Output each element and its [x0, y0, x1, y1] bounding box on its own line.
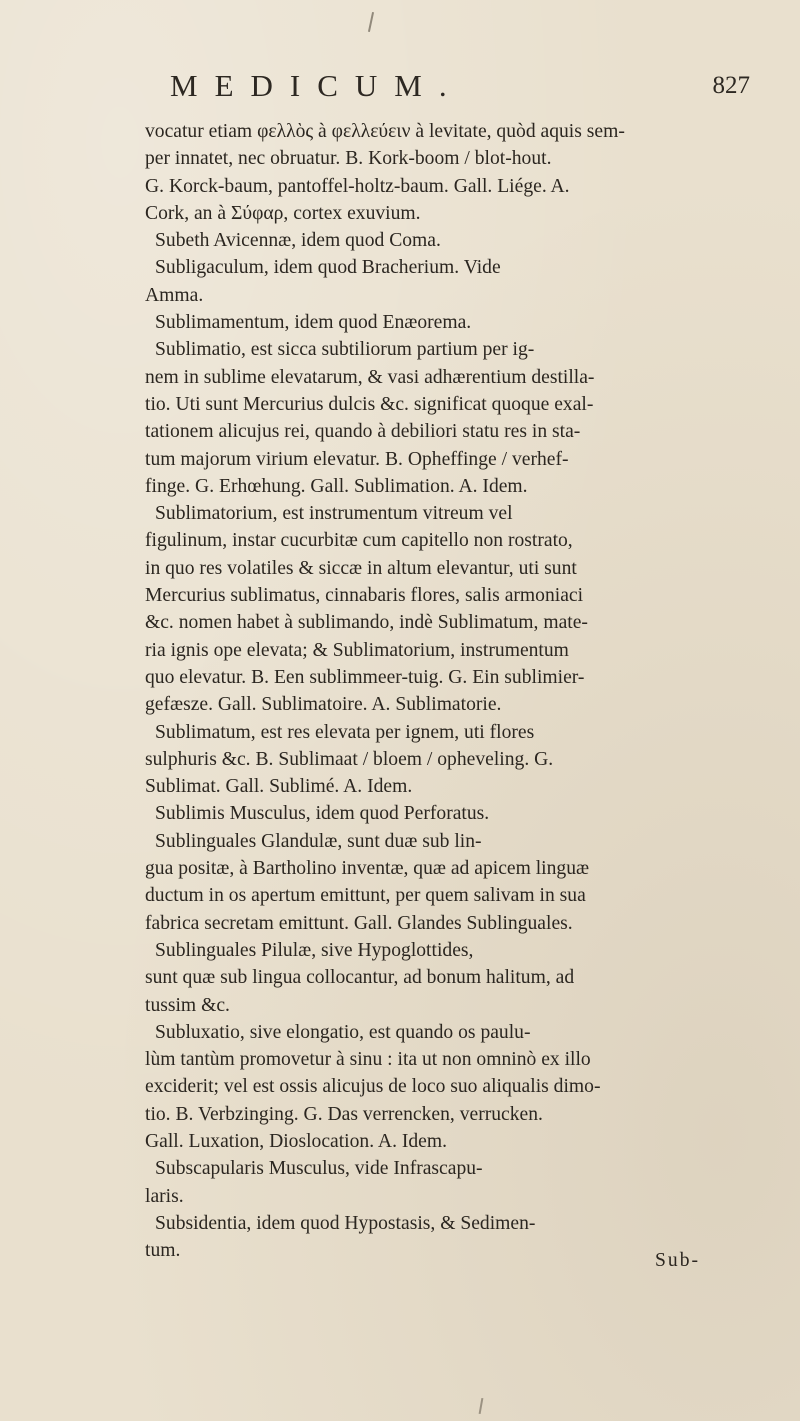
- entry-line: Sublimatio, est sicca subtiliorum partium per ig-: [155, 339, 535, 361]
- text-line: tum majorum virium elevatur. B. Opheffinge / verhef-: [145, 448, 569, 470]
- entry-line: Subsidentia, idem quod Hypostasis, & Sedimen-: [155, 1212, 536, 1234]
- running-head: MEDICUM.: [170, 68, 464, 103]
- page-number: 827: [712, 72, 750, 99]
- text-line: sunt quæ sub lingua collocantur, ad bonum halitum, ad: [145, 967, 575, 989]
- entry-line: Sublimatorium, est instrumentum vitreum vel: [155, 503, 513, 525]
- entry-line: Subligaculum, idem quod Bracherium. Vide: [155, 257, 501, 279]
- text-line: &c. nomen habet à sublimando, indè Sublimatum, mate-: [145, 612, 588, 634]
- text-line: figulinum, instar cucurbitæ cum capitello non rostrato,: [145, 530, 573, 552]
- catchword: Sub-: [655, 1250, 701, 1271]
- text-line: per innatet, nec obruatur. B. Kork-boom / blot-hout.: [145, 148, 552, 170]
- text-line: Mercurius sublimatus, cinnabaris flores, salis armoniaci: [145, 585, 584, 607]
- text-line: gua positæ, à Bartholino inventæ, quæ ad apicem linguæ: [145, 858, 590, 880]
- text-line: fabrica secretam emittunt. Gall. Glandes Sublinguales.: [145, 912, 573, 934]
- entry-line: Sublinguales Pilulæ, sive Hypoglottides,: [155, 939, 474, 961]
- text-line: ductum in os apertum emittunt, per quem salivam in sua: [145, 885, 586, 907]
- text-line: tio. Uti sunt Mercurius dulcis &c. significat quoque exal-: [145, 393, 594, 415]
- text-line: nem in sublime elevatarum, & vasi adhærentium destilla-: [145, 366, 595, 388]
- text-line: Sublimat. Gall. Sublimé. A. Idem.: [145, 776, 413, 798]
- text-line: Cork, an à Σύφαρ, cortex exuvium.: [145, 202, 421, 224]
- entry-line: Sublimis Musculus, idem quod Perforatus.: [155, 803, 490, 825]
- page-header: [170, 68, 750, 108]
- entry-line: Subluxatio, sive elongatio, est quando os paulu-: [155, 1021, 531, 1043]
- text-line: gefæsze. Gall. Sublimatoire. A. Sublimatorie.: [145, 694, 502, 716]
- text-line: finge. G. Erhœhung. Gall. Sublimation. A. Idem.: [145, 475, 528, 497]
- text-line: Gall. Luxation, Dioslocation. A. Idem.: [145, 1130, 448, 1152]
- text-line: tio. B. Verbzinging. G. Das verrencken, verrucken.: [145, 1103, 543, 1125]
- entry-line: Sublinguales Glandulæ, sunt duæ sub lin-: [155, 830, 482, 852]
- ink-mark-bottom: [479, 1398, 484, 1414]
- text-line: sulphuris &c. B. Sublimaat / bloem / opheveling. G.: [145, 748, 554, 770]
- dictionary-text: [145, 118, 743, 1264]
- text-line: vocatur etiam φελλὸς à φελλεύειν à levitate, quòd aquis sem-: [145, 121, 625, 142]
- text-line: ria ignis ope elevata; & Sublimatorium, instrumentum: [145, 639, 569, 661]
- entry-line: Sublimatum, est res elevata per ignem, uti flores: [155, 721, 535, 743]
- entry-line: Subeth Avicennæ, idem quod Coma.: [155, 230, 441, 252]
- text-line: in quo res volatiles & siccæ in altum elevantur, uti sunt: [145, 557, 577, 579]
- text-line: quo elevatur. B. Een sublimmeer-tuig. G. Ein sublimier-: [145, 666, 585, 688]
- text-line: exciderit; vel est ossis alicujus de loco suo aliqualis dimo-: [145, 1076, 601, 1098]
- ink-mark-top: [368, 12, 374, 32]
- entry-line: Subscapularis Musculus, vide Infrascapu-: [155, 1158, 483, 1180]
- text-line: G. Korck-baum, pantoffel-holtz-baum. Gall. Liége. A.: [145, 175, 570, 197]
- text-line: lùm tantùm promovetur à sinu : ita ut non omninò ex illo: [145, 1049, 591, 1071]
- text-line: Amma.: [145, 284, 204, 306]
- entry-line: Sublimamentum, idem quod Enæorema.: [155, 312, 472, 334]
- text-line: tationem alicujus rei, quando à debiliori statu res in sta-: [145, 421, 581, 443]
- text-line: laris.: [145, 1185, 184, 1207]
- text-line: tussim &c.: [145, 994, 230, 1016]
- text-line: tum.: [145, 1240, 181, 1262]
